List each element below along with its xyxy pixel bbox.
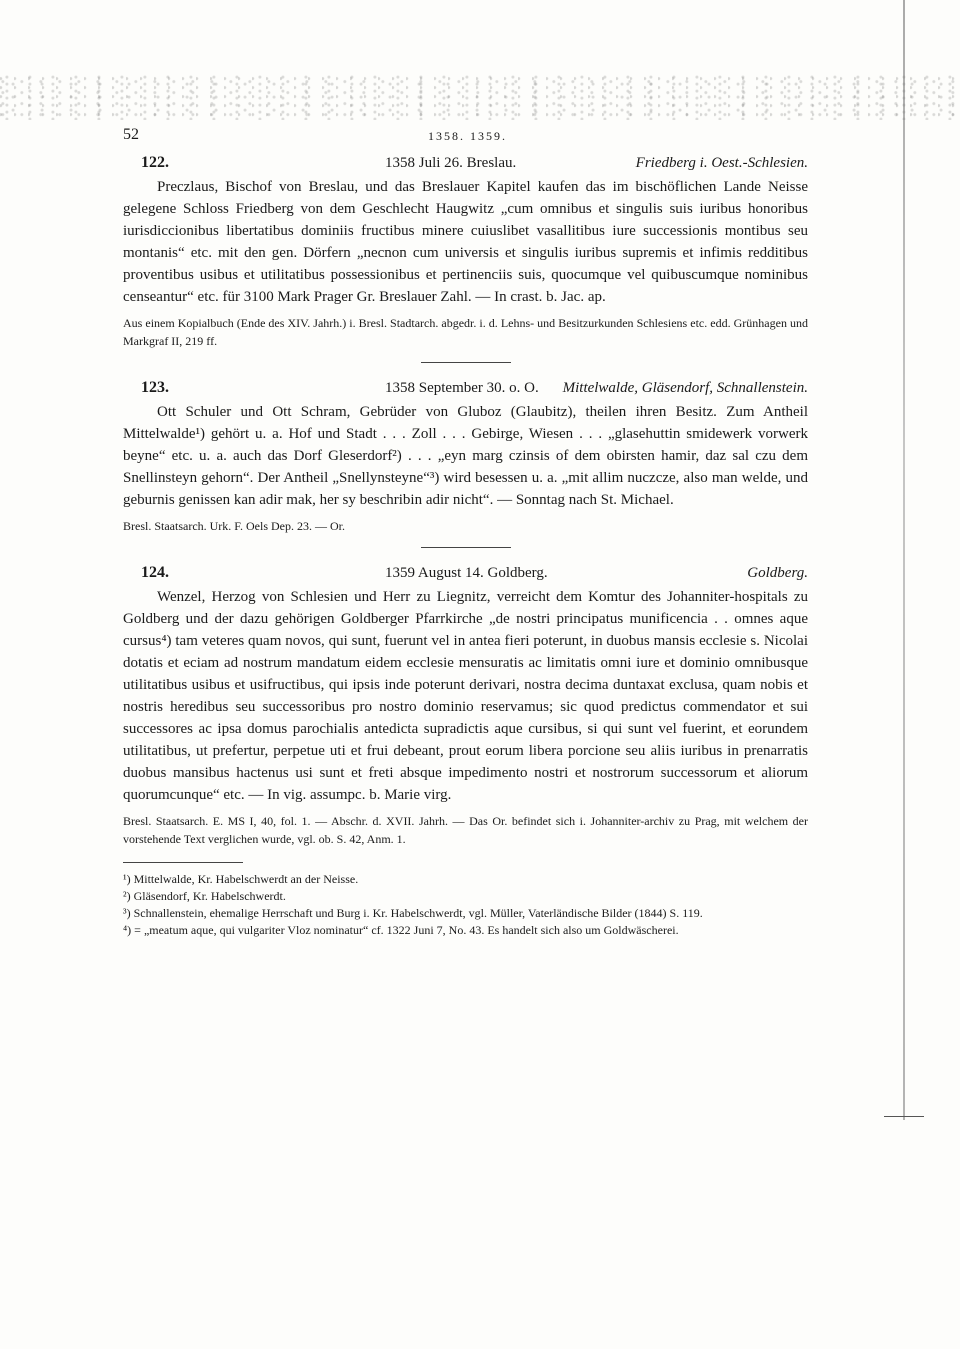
footnote-1: ¹) Mittelwalde, Kr. Habelschwerdt an der Neisse.: [123, 872, 359, 886]
footnotes: [123, 871, 808, 939]
footnote-divider: [123, 862, 243, 863]
entry-number: 123.: [141, 379, 169, 396]
footnote-2: ²) Gläsendorf, Kr. Habelschwerdt.: [123, 889, 286, 903]
entry-place: Friedberg i. Oest.-Schlesien.: [635, 155, 808, 171]
entry-number: 124.: [141, 564, 169, 581]
footnote-4: ⁴) = „meatum aque, qui vulgariter Vloz nominatur“ cf. 1322 Juni 7, No. 43. Es handelt sich also um Goldwäscherei.: [123, 923, 679, 937]
entry-heading: [123, 377, 808, 401]
running-head-years: 1358. 1359.: [428, 129, 507, 143]
entry-heading: [123, 152, 808, 176]
entry-divider: [421, 547, 511, 548]
entry-text: Wenzel, Herzog von Schlesien und Herr zu Liegnitz, verreicht dem Komtur des Johanniter-hospitals zu Goldberg und der dazu gehörigen Goldberger Pfarrkirche „de nostri principatus munificencia . . omnes aque cursus⁴) tam veteres quam novos, qui sunt, fuerunt vel in antea fieri poterunt, in duobus mansis ecclesie s. Nicolai dotatis et eciam ad nostrum mandatum eidem ecclesie mensuratis ac limitatis omni iure et dominio omnibusque utilitatibus usibus et usifructibus, qui ipsis inde poterunt derivari, nostra decima duntaxat exclusa, quam nobis et nostris heredibus seu successoribus pro nostro dominio reservamus; sic quod predictus commendator et sui successores ac ipsa domus parochialis antedicta supradictis aque cursibus, si qui sunt vel fuerint, et eorundem utilitatibus, ut prefertur, perpetue uti et frui debeant, prout eorum libera porcione seu aliis iuribus in prenarratis duobus mansibus hactenus usi sunt et freti absque impedimento nostri et nostrorum successorum et aliorum quorumcunque“ etc. — In vig. assumpc. b. Marie virg.: [123, 589, 808, 803]
page-number: 52: [123, 126, 139, 143]
entry-text: Ott Schuler und Ott Schram, Gebrüder von Gluboz (Glaubitz), theilen ihren Besitz. Zum Antheil Mittelwalde¹) gehört u. a. Hof und Stadt . . . Zoll . . . Gebirge, Wiesen . . . „glasehuttin smidewerk vorwerk beyne“ etc. u. a. auch das Dorf Gleserdorf²) . . . „eyn marg czinsis of dem obirsten hamir, daz sal czu dem Snellinsteyn gehorn“. Der Antheil „Snellynsteyne“³) wird besessen u. a. „mit allim nuczcze, also man welde, und geburnis genissen kan adir mak, her sy beschribin adir nicht“. — Sonntag nach St. Michael.: [123, 404, 808, 508]
entry-number: 122.: [141, 154, 169, 171]
entry-source: Aus einem Kopialbuch (Ende des XIV. Jahrh.) i. Bresl. Stadtarch. abgedr. i. d. Lehns- und Besitzurkunden Schlesiens etc. edd. Grünhagen und Markgraf II, 219 ff.: [123, 316, 808, 348]
footnote-3: ³) Schnallenstein, ehemalige Herrschaft und Burg i. Kr. Habelschwerdt, vgl. Müller, Vaterländische Bilder (1844) S. 119.: [123, 906, 703, 920]
entry-122: [123, 152, 808, 350]
entry-divider: [421, 362, 511, 363]
scan-edge-line: [903, 0, 905, 1120]
entry-124: [123, 562, 808, 848]
scan-edge-tick: [884, 1116, 924, 1117]
entry-date: 1358 September 30. o. O.: [385, 380, 539, 396]
running-head: [123, 122, 808, 146]
entry-source: Bresl. Staatsarch. E. MS I, 40, fol. 1. — Abschr. d. XVII. Jahrh. — Das Or. befindet sich i. Johanniter-archiv zu Prag, mit welchem der vorstehende Text verglichen wurde, vgl. ob. S. 42, Anm. 1.: [123, 814, 808, 846]
entry-place: Goldberg.: [747, 565, 808, 581]
entry-place: Mittelwalde, Gläsendorf, Schnallenstein.: [562, 380, 808, 396]
document-page: [123, 122, 808, 939]
entry-text: Preczlaus, Bischof von Breslau, und das Breslauer Kapitel kaufen das im bischöflichen Lande Neisse gelegene Schloss Friedberg von dem Geschlecht Haugwitz „cum omnibus et singulis suis iuribus honoribus iurisdiccionibus libertatibus dominiis fructibus minere cuiuslibet vasallitibus iure successionis montibus seu montanis“ etc. mit den gen. Dörfern „necnon cum universis et singulis iuribus supremis et infimis redditibus proventibus usibus et utilitatibus possessionibus et pertinenciis suis, quocumque vel quibuscumque nominibus censeantur“ etc. für 3100 Mark Prager Gr. Breslauer Zahl. — In crast. b. Jac. ap.: [123, 179, 808, 305]
entry-123: [123, 377, 808, 535]
entry-date: 1359 August 14. Goldberg.: [385, 565, 548, 581]
entry-heading: [123, 562, 808, 586]
scan-noise-band: [0, 75, 960, 120]
entry-source: Bresl. Staatsarch. Urk. F. Oels Dep. 23. — Or.: [123, 519, 346, 533]
entry-date: 1358 Juli 26. Breslau.: [385, 155, 517, 171]
